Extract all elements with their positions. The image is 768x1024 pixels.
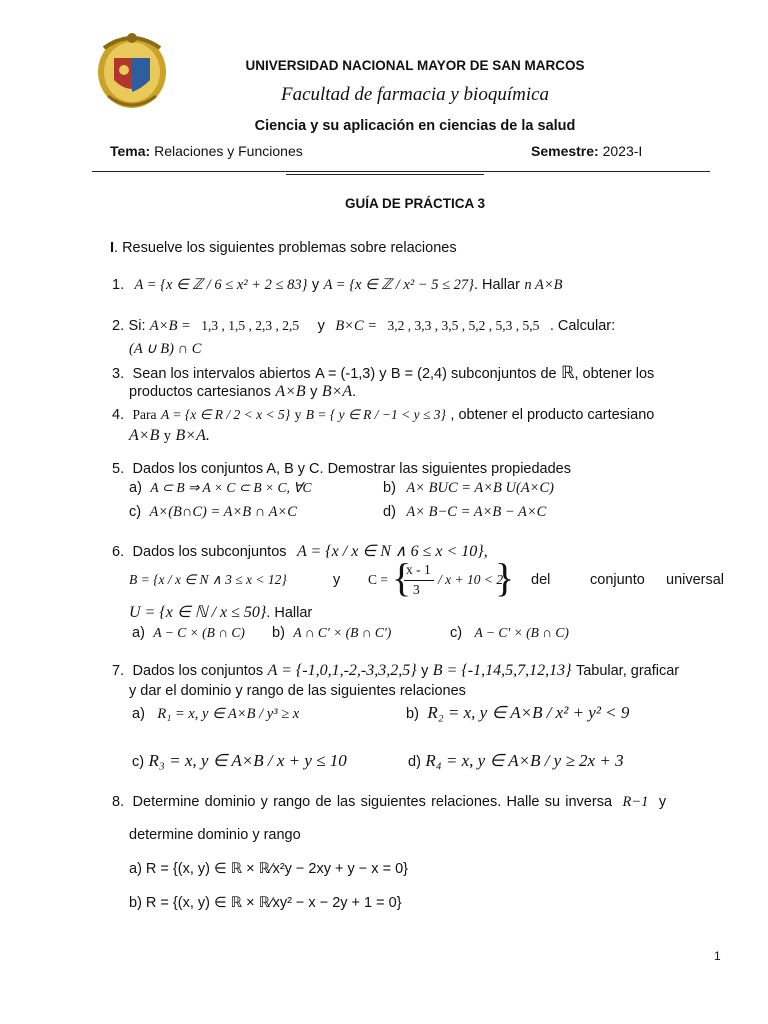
problem-4	[112, 406, 654, 424]
guide-title: GUÍA DE PRÁCTICA 3	[344, 196, 485, 211]
set-a: A = {x ∈ R / 2 < x < 5}	[161, 407, 291, 422]
set-a: A = {-1,0,1,-2,-3,3,2,5}	[267, 662, 417, 679]
axb-values: 1,3 , 1,5 , 2,3 , 2,5	[201, 318, 300, 333]
connector: y	[311, 277, 320, 293]
item-label: a)	[132, 625, 145, 641]
problem-number: 2.	[112, 318, 125, 334]
problem-4-line2	[129, 427, 210, 445]
item-expression: A× B−C = A×B − A×C	[406, 504, 547, 520]
tema-row	[110, 143, 303, 159]
item-6c	[450, 624, 569, 642]
semestre-row	[531, 143, 642, 159]
item-5d	[383, 503, 546, 521]
problem-3	[112, 363, 654, 383]
u-expression: U = {x ∈ ℕ / x ≤ 50}	[129, 604, 267, 621]
si-label: Si:	[128, 318, 146, 334]
section-text: . Resuelve los siguientes problemas sobre relaciones	[114, 240, 457, 256]
item-7a	[132, 705, 299, 723]
semestre-label: Semestre:	[531, 143, 599, 159]
problem-8	[112, 793, 724, 811]
item-5a	[129, 479, 312, 497]
item-expression: A − C × (B ∩ C)	[153, 625, 245, 640]
set-a: A = {x / x ∈ N ∧ 6 ≤ x < 10},	[296, 543, 488, 560]
universal-word: universal	[666, 572, 725, 588]
item-label: a)	[129, 480, 142, 496]
item-expression: R₂ = x, y ∈ A×B / x² + y² < 9	[427, 703, 630, 722]
item-label: c)	[450, 625, 463, 641]
item-8b: b) R = {(x, y) ∈ ℝ × ℝ⁄xy² − x − 2y + 1 = 0}	[129, 895, 402, 911]
problem-7-line2: y dar el dominio y rango de las siguientes relaciones	[129, 683, 466, 699]
axb: A×B	[129, 427, 160, 444]
text: Determine dominio y rango de las siguientes relaciones. Halle su inversa	[132, 794, 613, 810]
problem-number: 6.	[112, 544, 125, 560]
text: Tabular, graficar	[575, 663, 680, 679]
problem-2-expression: (A ∪ B) ∩ C	[129, 341, 202, 357]
item-label: b)	[272, 625, 285, 641]
inverse-symbol: R−1	[622, 794, 649, 810]
interval-b: B = (2,4) subconjuntos de	[390, 366, 557, 382]
item-expression: R₄ = x, y ∈ A×B / y ≥ 2x + 3	[425, 751, 624, 770]
problem-5	[112, 460, 571, 478]
item-label: c)	[129, 504, 142, 520]
text: Dados los subconjuntos	[132, 544, 287, 560]
item-expression: A ⊂ B ⇒ A × C ⊂ B × C, ∀C	[150, 480, 312, 495]
instruction: . Hallar	[266, 605, 313, 621]
set-expression: A = {x ∈ ℤ / x² − 5 ≤ 27}	[323, 277, 474, 293]
item-label: a)	[132, 706, 145, 722]
item-expression: A×(B∩C) = A×B ∩ A×C	[149, 504, 297, 520]
item-5b	[383, 479, 554, 497]
connector: y	[333, 572, 341, 588]
axb: A×B	[275, 383, 306, 400]
connector: y	[163, 428, 172, 444]
problem-number: 4.	[112, 407, 125, 423]
instruction: . Hallar	[473, 277, 520, 293]
problem-1	[112, 276, 562, 294]
right-brace: }	[495, 555, 515, 600]
item-5c	[129, 503, 297, 521]
fraction-numerator: x - 1	[406, 562, 431, 577]
bxc-label: B×C =	[335, 318, 378, 334]
text: , obtener los	[574, 366, 655, 382]
item-6a	[132, 624, 245, 642]
problem-6	[112, 541, 488, 561]
section-heading	[110, 240, 457, 256]
item-6b	[272, 624, 391, 642]
problem-number: 5.	[112, 461, 125, 477]
text: Sean los intervalos abiertos	[132, 366, 311, 382]
item-expression: A − C' × (B ∩ C)	[474, 625, 569, 640]
connector: y	[294, 407, 302, 422]
item-7d	[408, 751, 624, 771]
item-expression: R₃ = x, y ∈ A×B / x + y ≤ 10	[148, 751, 347, 770]
tema-label: Tema:	[110, 143, 151, 159]
item-label: b)	[383, 480, 396, 496]
fraction-denominator: 3	[413, 582, 420, 597]
connector: y	[421, 663, 429, 679]
page-number: 1	[714, 949, 721, 963]
item-label: b)	[406, 706, 419, 722]
set-b: B = { y ∈ R / −1 < y ≤ 3}	[305, 407, 446, 422]
text: productos cartesianos	[129, 384, 271, 400]
item-expression: R₁ = x, y ∈ A×B / y³ ≥ x	[157, 706, 300, 722]
problem-number: 7.	[112, 663, 125, 679]
problem-2	[112, 317, 615, 335]
set-b: B = {x / x ∈ N ∧ 3 ≤ x < 12}	[129, 572, 287, 587]
text: Dados los conjuntos A, B y C. Demostrar las siguientes propiedades	[132, 461, 571, 477]
item-label: c)	[132, 754, 145, 770]
text: .	[352, 384, 357, 400]
left-brace: {	[392, 555, 412, 600]
connector: y	[310, 384, 318, 400]
item-8a: a) R = {(x, y) ∈ ℝ × ℝ⁄x²y − 2xy + y − x = 0}	[129, 861, 408, 877]
reals-symbol: ℝ	[561, 363, 575, 382]
c-condition: / x + 10 < 2	[438, 572, 504, 587]
item-label: d)	[408, 754, 421, 770]
item-7c	[132, 751, 347, 771]
item-expression: A ∩ C' × (B ∩ C')	[293, 625, 392, 640]
problem-3-line2	[129, 383, 356, 401]
text: , obtener el producto cartesiano	[450, 407, 655, 423]
cardinal-expression: n A×B	[524, 277, 563, 293]
problem-number: 3.	[112, 366, 125, 382]
problem-number: 1.	[112, 277, 125, 293]
item-label: d)	[383, 504, 396, 520]
header-divider-bottom	[286, 174, 484, 175]
bxc-values: 3,2 , 3,3 , 3,5 , 5,2 , 5,3 , 5,5	[387, 318, 540, 333]
text: Dados los conjuntos	[132, 663, 264, 679]
fraction-bar	[404, 580, 434, 581]
problem-7	[112, 662, 679, 680]
item-7b	[406, 703, 629, 723]
c-lhs: C =	[368, 572, 388, 587]
header-divider-top	[92, 171, 710, 172]
set-b: B = {-1,14,5,7,12,13}	[432, 662, 572, 679]
university-name: UNIVERSIDAD NACIONAL MAYOR DE SAN MARCOS	[245, 58, 585, 73]
problem-number: 8.	[112, 794, 125, 810]
section-numeral: I	[110, 240, 115, 256]
set-expression: A = {x ∈ ℤ / 6 ≤ x² + 2 ≤ 83}	[134, 277, 308, 293]
universal-set	[129, 602, 312, 622]
problem-8-line2: determine dominio y rango	[129, 827, 301, 843]
bxa: B×A	[321, 383, 353, 400]
semestre-value: 2023-I	[602, 143, 643, 159]
del-word: del	[531, 572, 551, 588]
axb-label: A×B =	[149, 318, 191, 334]
course-name: Ciencia y su aplicación en ciencias de la salud	[254, 118, 576, 134]
connector: y	[317, 318, 325, 334]
bxa: B×A.	[175, 427, 210, 444]
conjunto-word: conjunto	[590, 572, 645, 588]
faculty-name: Facultad de farmacia y bioquímica	[280, 84, 550, 105]
item-expression: A× BUC = A×B U(A×C)	[406, 480, 554, 496]
connector: y	[658, 794, 667, 810]
para-label: Para	[132, 407, 157, 422]
instruction: . Calcular:	[549, 318, 616, 334]
interval-a: A = (-1,3) y	[315, 366, 387, 382]
tema-value: Relaciones y Funciones	[154, 143, 303, 159]
